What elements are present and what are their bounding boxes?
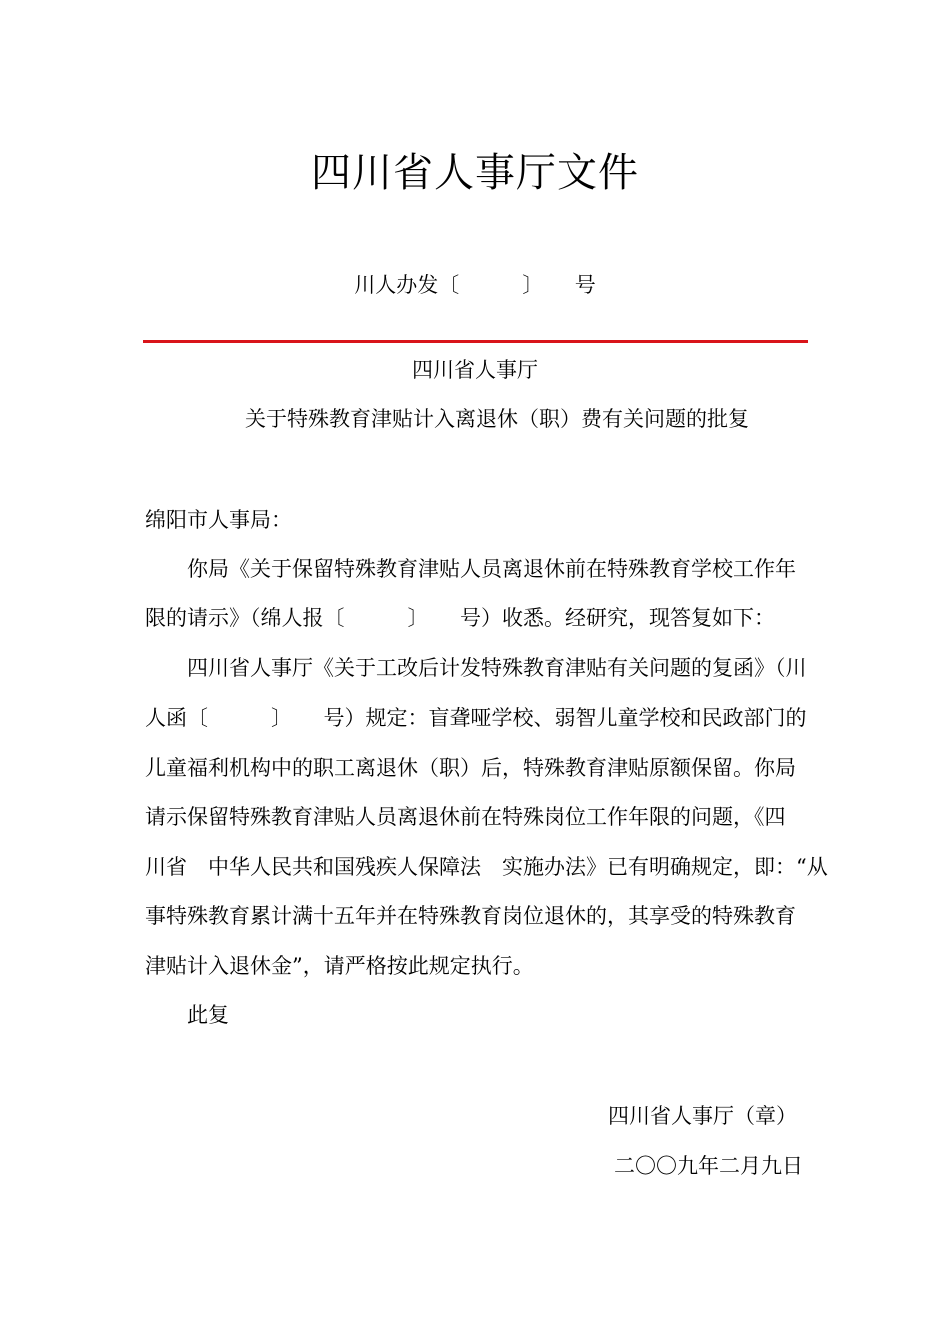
subject-title: 关于特殊教育津贴计入离退休（职）费有关问题的批复	[245, 407, 749, 431]
red-divider	[143, 340, 808, 343]
document-title: 四川省人事厅文件	[311, 150, 639, 196]
subject-issuer: 四川省人事厅	[412, 358, 538, 382]
closing-phrase: 此复	[145, 1003, 229, 1027]
addressee: 绵阳市人事局：	[145, 508, 292, 532]
body-line: 你局《关于保留特殊教育津贴人员离退休前在特殊教育学校工作年	[145, 557, 796, 581]
body-line: 川省 中华人民共和国残疾人保障法 实施办法》已有明确规定，即：“从	[145, 855, 828, 879]
body-line: 人函〔 〕 号）规定：盲聋哑学校、弱智儿童学校和民政部门的	[145, 706, 807, 730]
body-line: 请示保留特殊教育津贴人员离退休前在特殊岗位工作年限的问题，《四	[145, 805, 786, 829]
body-line: 儿童福利机构中的职工离退休（职）后，特殊教育津贴原额保留。你局	[145, 756, 796, 780]
body-line: 限的请示》（绵人报〔 〕 号）收悉。经研究，现答复如下：	[145, 606, 775, 630]
body-line: 事特殊教育累计满十五年并在特殊教育岗位退休的，其享受的特殊教育	[145, 904, 796, 928]
body-line: 四川省人事厅《关于工改后计发特殊教育津贴有关问题的复函》（川	[145, 656, 807, 680]
signature-issuer: 四川省人事厅（章）	[608, 1104, 797, 1128]
document-number: 川人办发〔 〕 号	[354, 273, 596, 297]
signature-date: 二〇〇九年二月九日	[614, 1154, 803, 1178]
body-line: 津贴计入退休金”，请严格按此规定执行。	[145, 954, 534, 978]
